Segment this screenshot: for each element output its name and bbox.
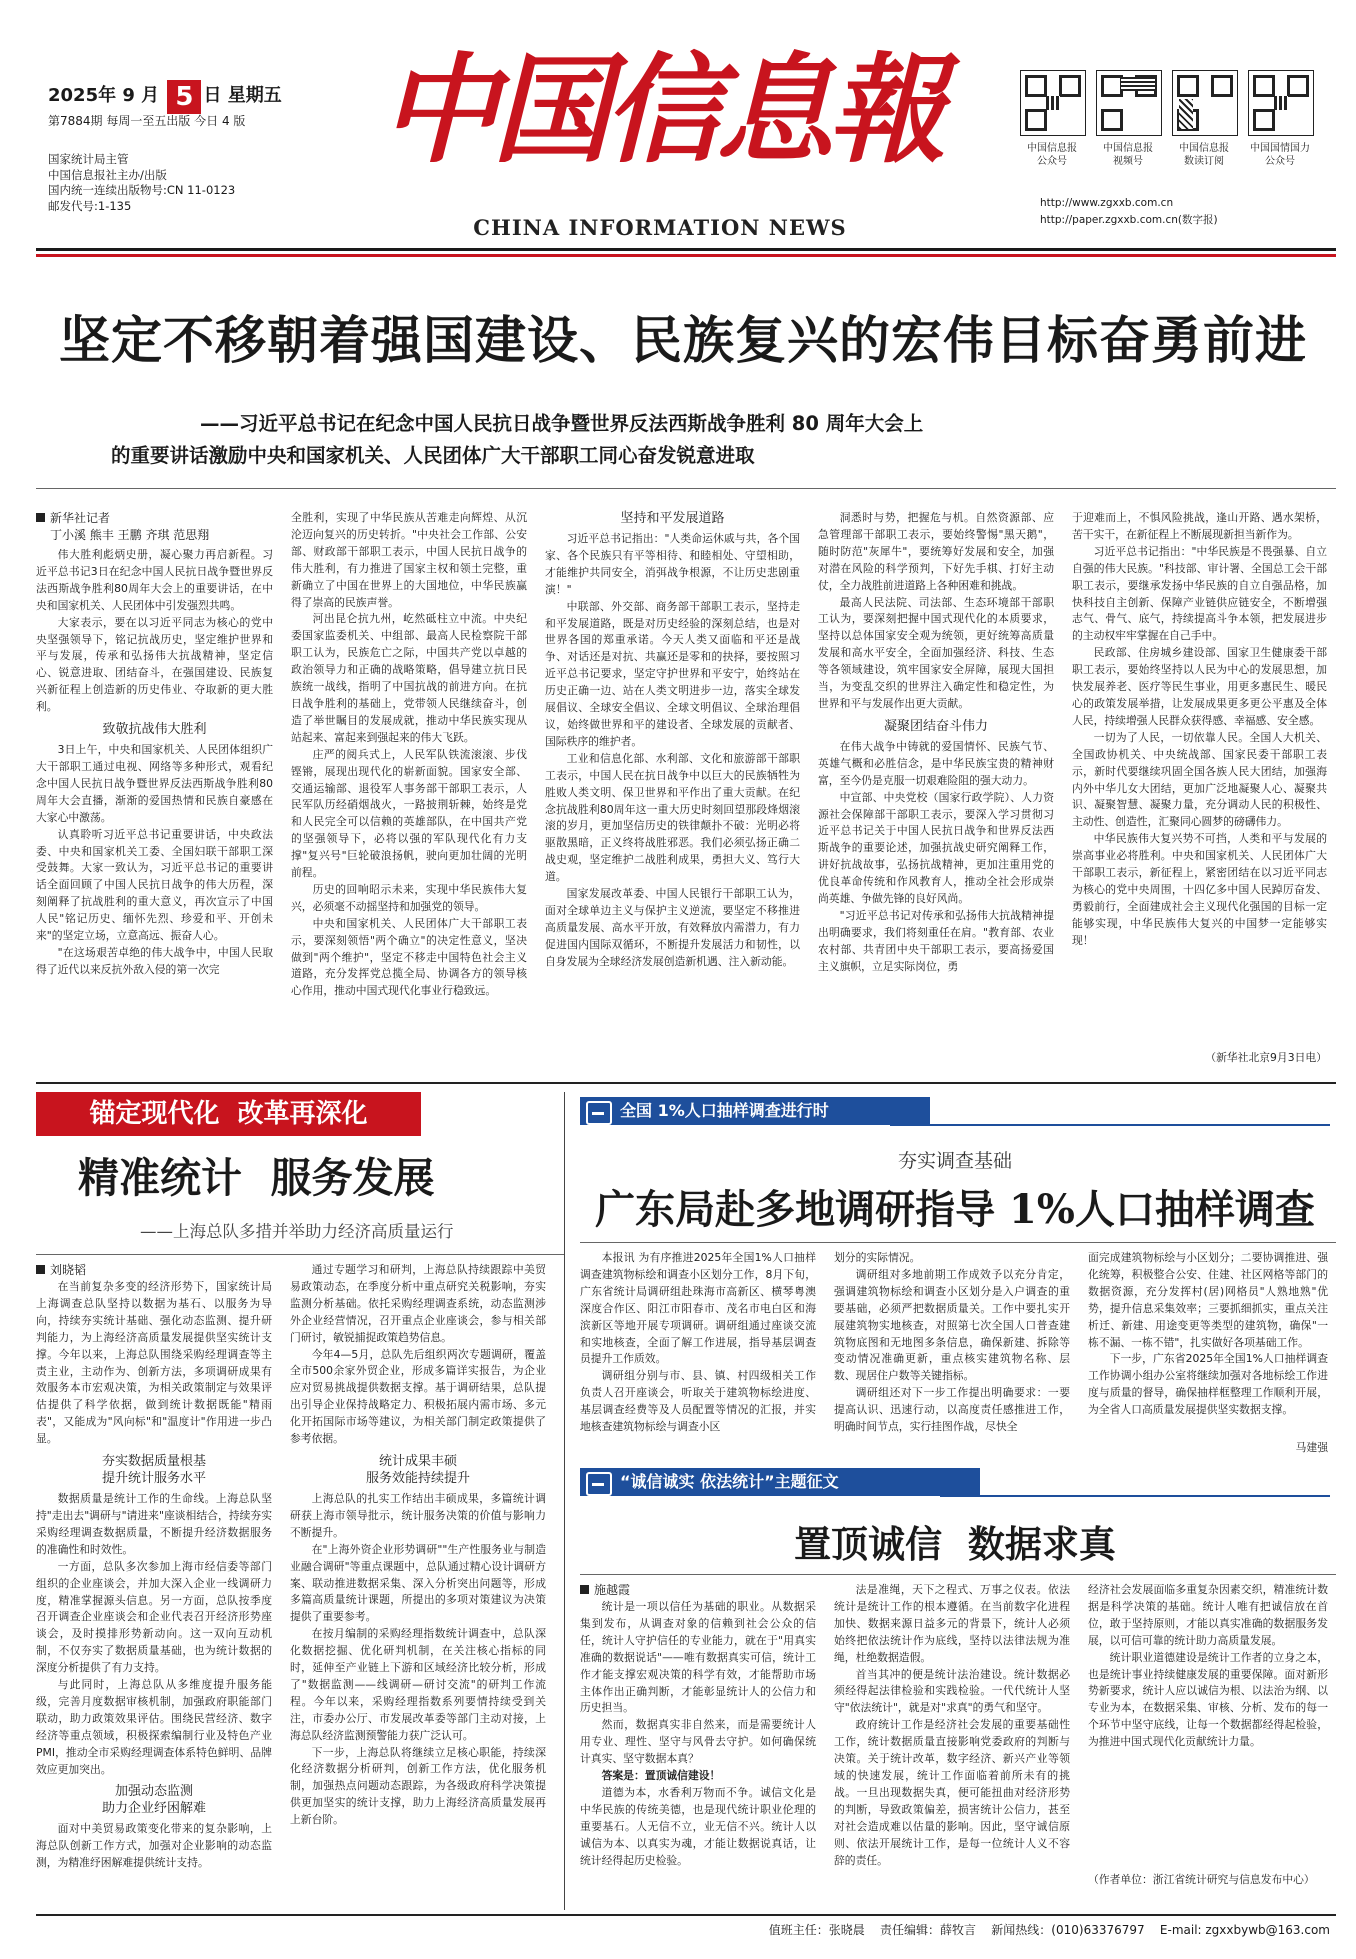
- masthead-rule: [36, 248, 1336, 251]
- left-column-2: [290, 1262, 546, 1907]
- byline-names: 丁小溪 熊丰 王鹏 齐琪 范思翔: [50, 528, 210, 542]
- sponsor-line: 中国信息报社主办/出版: [48, 167, 167, 182]
- article-body: 伟大胜利彪炳史册，凝心聚力再启新程。习近平总书记3日在纪念中国人民抗日战争暨世界反法西斯战争胜利80周年大会上的重要讲话，在中央和国家机关、人民团体中引发强烈共鸣。 大家表示，要在以习近平同志为核心的党中央坚强领导下，铭记抗战历史，坚定维护世界和平与发展，传承和弘扬伟大抗战精神，坚定信心、锐意进取、团结奋斗，在强国建设、民族复兴新征程上创造新的历史伟业、夺取新的更大胜利。 致敬抗战伟大胜利 3日上午，中央和国家机关、人民团体组织广大干部职工通过电视、网络等多种形式，观看纪念中国人民抗日战争暨世界反法西斯战争胜利80周年大会直播，渐渐的爱国热情和民族自豪感在大家心中激荡。 认真聆听习近平总书记重要讲话，中央政法委、中央和国家机关工委、全国妇联干部职工深受鼓舞。大家一致认为，习近平总书记的重要讲话全面回顾了中国人民抗日战争的伟大历程，深刻阐释了抗战胜利的重大意义，再次宣示了中国人民"铭记历史、缅怀先烈、珍爱和平、开创未来"的坚定立场，立意高远、振奋人心。 "在这场艰苦卓绝的伟大战争中，中国人民取得了近代以来反抗外敌入侵的第一次完: [36, 548, 273, 976]
- divider: [580, 1574, 1336, 1575]
- essay-column-1: [580, 1582, 816, 1907]
- essay-column-2: [834, 1582, 1070, 1907]
- section-subhead: 统计成果丰硕: [378, 1453, 457, 1469]
- qr-label: 中国国情国力 公众号: [1250, 143, 1310, 167]
- article-body: 坚持和平发展道路 习近平总书记指出："人类命运休戚与共，各个国家、各个民族只有平等相待、和睦相处、守望相助，才能维护共同安全，消弭战争根源，不让历史悲剧重演！" 中联部、外交部、商务部干部职工表示，坚持走和平发展道路，既是对历史经验的深刻总结，也是对世界各国的郑重承诺。今天人类又面临和平还是战争、对话还是对抗、共赢还是零和的抉择，要按照习近平总书记要求，坚定守护世界和平安宁，始终站在历史正确一边、站在人类文明进步一边，落实全球发展倡议、全球安全倡议、全球文明倡议、全球治理倡议，始终做世界和平的建设者、全球发展的贡献者、国际秩序的维护者。 工业和信息化部、水利部、文化和旅游部干部职工表示，中国人民在抗日战争中以巨大的民族牺牲为胜败人类文明、保卫世界和平作出了重大贡献。在纪念抗战胜利80周年这一重大历史时刻回望那段烽烟滚滚的岁月，更加坚信历史的铁律颠扑不破：光明必将驱散黑暗，正义终将战胜邪恶。我们必须弘扬正确二战史观，坚定维护二战胜利成果，勇担大义、笃行大道。 国家发展改革委、中国人民银行干部职工认为，面对全球单边主义与保护主义逆流，要坚定不移推进高质量发展、高水平开放，有效释放内需潜力，有力促进国内国际双循环，不断提升发展活力和韧性，以自身发展为全球经济发展创造新机遇、注入新动能。: [545, 511, 800, 968]
- newspaper-english-name: CHINA INFORMATION NEWS: [473, 215, 847, 240]
- article-body: 通过专题学习和研判，上海总队持续跟踪中美贸易政策动态，在季度分析中重点研究关税影响，夯实监测分析基础。依托采购经理调查系统，动态监测涉外企业经营情况，召开重点企业座谈会，参与相关部门研讨，敏锐捕捉政策趋势信息。 今年4—5月，总队先后组织两次专题调研，覆盖全市500余家外贸企业，形成多篇详实报告，为企业应对贸易挑战提供数据支撑。基于调研结果，总队提出引导企业保持战略定力、积极拓展内需市场、多元化开拓国际市场等建议，为相关部门制定政策提供了参考依据。 统计成果丰硕 服务效能持续提升 上海总队的扎实工作结出丰硕成果，多篇统计调研获上海市领导批示，统计服务决策的价值与影响力不断提升。 在"上海外资企业形势调研""生产性服务业与制造业融合调研"等重点课题中，总队通过精心设计调研方案、联动推进数据采集、深入分析突出问题等，形成多篇高质量统计课题，所提出的多项对策建议为决策提供了重要参考。 在按月编制的采购经理指数统计调查中，总队深化数据挖掘、优化研判机制，在关注核心指标的同时，延伸至产业链上下游和区域经济比较分析，形成了"数据监测——线调研—研讨交流"的研判工作流程。今年以来，采购经理指数系列要情持续受到关注，市委办公厅、市发展改革委等部门主动对接，上海总队经济监测预警能力获广泛认可。 下一步，上海总队将继续立足核心职能，持续深化经济数据分析研判，创新工作方法，优化服务机制，加强热点问题动态跟踪，为各级政府科学决策提供更加坚实的统计支撑，助力上海经济高质量发展再上新台阶。: [290, 1263, 546, 1827]
- qr-code-icon[interactable]: [1248, 70, 1314, 136]
- article-body: 法是准绳，天下之程式、万事之仪表。依法统计是统计工作的根本遵循。在当前数字化进程加快、数据来源日益多元的背景下，统计人必须始终把依法统计作为底线，坚持以法律法规为准绳，杜绝数据造假。 首当其冲的便是统计法治建设。统计数据必须经得起法律检验和实践检验。一代代统计人坚守"依法统计"，就是对"求真"的勇气和坚守。 政府统计工作是经济社会发展的重要基础性工作，统计数据质量直接影响党委政府的判断与决策。关于统计改革，数字经济、新兴产业等领域的快速发展，统计工作面临着前所未有的挑战。一旦出现数据失真，便可能扭曲对经济形势的判断，导致政策偏差，损害统计公信力，甚至对社会造成难以估量的影响。因此，坚守诚信原则、依法开展统计工作，是每一位统计人义不容辞的责任。: [834, 1583, 1070, 1867]
- banner-line: [890, 1124, 1330, 1126]
- section-subhead: 服务效能持续提升: [365, 1470, 470, 1486]
- divider: [580, 1242, 1336, 1243]
- essay-banner: “诚信诚实 依法统计”主题征文: [580, 1468, 980, 1496]
- footer-rule: [36, 1914, 1336, 1916]
- lead-column-5: [1072, 510, 1327, 1075]
- date-month: 年 9 月: [98, 85, 160, 106]
- article-body: 统计是一项以信任为基础的职业。从数据采集到发布，从调查对象的信赖到社会公众的信任，统计人守护信任的专业能力，就在于"用真实准确的数据说话"——唯有数据真实可信，统计工作才能支撑宏观决策的科学有效，才能帮助市场主体作出正确判断，才能彰显统计人的公信力和历史担当。 然而，数据真实非自然来，而是需要统计人用专业、理性、坚守与风骨去守护。如何确保统计真实、坚守数据本真？ 答案是：置顶诚信建设！ 道德为本，水香利万物而不争。诚信文化是中华民族的传统美德，也是现代统计职业伦理的重要基石。人无信不立，业无信不兴。统计人以诚信为本、以真实为魂，才能让数据说真话，让统计经得起历史检验。: [580, 1600, 816, 1867]
- section-subhead: 凝聚团结奋斗伟力: [883, 718, 988, 734]
- author-name: 马建强: [1295, 1441, 1328, 1454]
- census-kicker: 夯实调查基础: [897, 1150, 1012, 1172]
- sponsor-block: [48, 152, 235, 214]
- census-banner: 全国 1%人口抽样调查进行时: [580, 1097, 930, 1125]
- lead-column-2: [291, 510, 527, 1075]
- section-subhead: 坚持和平发展道路: [620, 511, 725, 526]
- newspaper-logo: 中国信息報: [380, 40, 941, 179]
- lead-subheadline: ——习近平总书记在纪念中国人民抗日战争暨世界反法西斯战争胜利 80 周年大会上: [200, 412, 924, 435]
- article-body: 面完成建筑物标绘与小区划分；二要协调推进、强化统筹，积极整合公安、住建、社区网格等部门的数据资源，充分发挥村(居)网格员"人熟地熟"优势，提升信息采集效率；三要抓细抓实，重点关注析迁、新建、用途变更等类型的建筑物，确保"一栋不漏、一栋不错"，扎实做好各项基础工作。 下一步，广东省2025年全国1%人口抽样调查工作协调小组办公室将继续加强对各地标绘工作进度与质量的督导，确保抽样框整理工作顺利开展，为全省人口高质量发展提供坚实数据支撑。: [1088, 1251, 1328, 1417]
- qr-code-icon[interactable]: [1096, 70, 1162, 136]
- left-column-1: [36, 1262, 272, 1907]
- article-body: 于迎难而上，不惧风险挑战，逢山开路、遇水架桥，苦干实干，在新征程上不断展现新担当新作为。 习近平总书记指出："中华民族是不畏强暴、自立自强的伟大民族。"科技部、审计署、全国总工会干部职工表示，要继承发扬中华民族的自立自强品格，加快科技自主创新、保障产业链供应链安全，不断增强志气、骨气、底气，持续提高斗争本领，把发展进步的主动权牢牢掌握在自己手中。 民政部、住房城乡建设部、国家卫生健康委干部职工表示，要始终坚持以人民为中心的发展思想，加快发展养老、医疗等民生事业，用更多惠民生、暖民心的政策发展举措，让发展成果更多更公平惠及全体人民，持续增强人民群众获得感、幸福感、安全感。 一切为了人民，一切依靠人民。全国人大机关、全国政协机关、中央统战部、国家民委干部职工表示，新时代要继续巩固全国各族人民大团结，加强海内外中华儿女大团结，更加广泛地凝聚人心、凝聚共识、凝聚智慧、凝聚力量，充分调动人民的积极性、主动性、创造性，汇聚同心圆梦的磅礴伟力。 中华民族伟大复兴势不可挡，人类和平与发展的崇高事业必将胜利。中央和国家机关、人民团体广大干部职工表示，新征程上，紧密团结在以习近平同志为核心的党中央周围，十四亿多中国人民踔厉奋发、勇毅前行，全面建成社会主义现代化强国的目标一定能够实现，中华民族伟大复兴的中国梦一定能够实现！: [1072, 511, 1327, 947]
- lead-column-3: [545, 510, 800, 1075]
- left-headline: 精准统计 服务发展: [78, 1154, 435, 1202]
- author-affiliation: （作者单位：浙江省统计研究与信息发布中心）: [1088, 1873, 1315, 1886]
- article-body: 在当前复杂多变的经济形势下，国家统计局上海调查总队坚持以数据为基石、以服务为导向，持续夯实统计基础、强化动态监测、提升研判能力，为上海经济高质量发展提供坚实统计支撑。今年以来，上海总队围绕采购经理调查等主责主业，主动作为、创新方法，多项调研成果有效服务本市宏观决策，为相关政策制定与效果评估提供了科学依据，做到统计数据既能"精雨表"，又能成为"风向标"和"温度计"作用进一步凸显。 夯实数据质量根基 提升统计服务水平 数据质量是统计工作的生命线。上海总队坚持"走出去"调研与"请进来"座谈相结合，持续夯实采购经理调查数据质量，不断提升经济数据服务的准确性和时效性。 一方面，总队多次参加上海市经信委等部门组织的企业座谈会，并加大深入企业一线调研力度，精准掌握源头信息。另一方面，总队按季度召开调查企业座谈会和企业代表召开经济形势座谈会，及时摸排形势新动向。这一双向互动机制，不仅夯实了数据质量基础，也为统计数据的深度分析提供了有力支持。 与此同时，上海总队从多维度提升服务能级，完善月度数据审核机制，加强政府职能部门联动，助力政策效果评估。围绕民营经济、数字经济等重点领域，积极探索编制行业及特色产业PMI，推动全市采购经理调查体系特色鲜明、品牌效应更加突出。 加强动态监测 助力企业纾困解难 面对中美贸易政策变化带来的复杂影响，上海总队创新工作方式，加强对企业影响的动态监测，为精准纾困解难提供统计支持。: [36, 1280, 272, 1870]
- left-subheadline: ——上海总队多措并举助力经济高质量运行: [140, 1222, 454, 1241]
- census-column-3: [1088, 1250, 1328, 1455]
- qr-label: 中国信息报 数读订阅: [1179, 143, 1229, 167]
- article-body: 本报讯 为有序推进2025年全国1%人口抽样调查建筑物标绘和调查小区划分工作，8月下旬，广东省统计局调研组赴珠海市高新区、横琴粤澳深度合作区、阳江市阳春市、茂名市电白区和海滨新区等地开展专项调研。调研组通过座谈交流和实地核查，全面了解工作进展，指导基层调查员提升工作质效。 调研组分别与市、县、镇、村四级相关工作负责人召开座谈会，听取关于建筑物标绘进度、基层调查经费等及人员配置等情况的汇报，并实地核查建筑物标绘与调查小区: [580, 1251, 816, 1434]
- article-body: 经济社会发展面临多重复杂因素交织，精准统计数据是科学决策的基础。统计人唯有把诚信放在首位，敢于坚持原则，才能以真实准确的数据服务发展，以可信可靠的统计助力高质量发展。 统计职业道德建设是统计工作者的立身之本，也是统计事业持续健康发展的重要保障。面对新形势新要求，统计人应以诚信为根、以法治为纲、以专业为本，在数据采集、审核、分析、发布的每一个环节中坚守底线，让每一个数据都经得起检验，为推进中国式现代化贡献统计力量。: [1088, 1583, 1328, 1749]
- section-subhead: 致敬抗战伟大胜利: [102, 722, 207, 738]
- lead-headline: 坚定不移朝着强国建设、民族复兴的宏伟目标奋勇前进: [58, 312, 1307, 371]
- dateline: （新华社北京9月3日电）: [1205, 1051, 1327, 1064]
- banner-icon: [586, 1101, 612, 1125]
- column-divider: [564, 1092, 565, 1910]
- census-column-1: [580, 1250, 816, 1455]
- sponsor-line: 国家统计局主管: [48, 152, 129, 166]
- article-body: 洞悉时与势，把握危与机。自然资源部、应急管理部干部职工表示，要始终警惕"黑天鹅"，随时防范"灰犀牛"，要统筹好发展和安全，加强对潜在风险的科学预判，下好先手棋、打好主动仗，全力战胜前进道路上各种困难和挑战。 最高人民法院、司法部、生态环境部干部职工认为，要深刻把握中国式现代化的本质要求，坚持以总体国家安全观为统领，更好统筹高质量发展和高水平安全，全面加强经济、科技、生态等各领域建设，筑牢国家安全屏障，展现大国担当，为变乱交织的世界注入确定性和稳定性，为世界和平与发展作出更大贡献。 凝聚团结奋斗伟力 在伟大战争中铸就的爱国情怀、民族气节、英雄气概和必胜信念，是中华民族宝贵的精神财富，至今仍是克服一切艰难险阻的强大动力。 中宣部、中央党校（国家行政学院）、人力资源社会保障部干部职工表示，要深入学习贯彻习近平总书记关于中国人民抗日战争和世界反法西斯战争的重要论述，加强抗战史研究阐释工作，讲好抗战故事，弘扬抗战精神，更加注重用党的优良革命传统和作风教育人，推动全社会形成崇尚英雄、争做先锋的良好风尚。 "习近平总书记对传承和弘扬伟大抗战精神提出明确要求，我们将刻重任在肩。"教育部、农业农村部、共青团中央干部职工表示，要高扬爱国主义旗帜，立足实际岗位，勇: [818, 511, 1054, 973]
- byline: 刘晓韬: [36, 1262, 272, 1279]
- qr-label: 中国信息报 视频号: [1103, 143, 1153, 167]
- date-year: 2025: [48, 85, 99, 106]
- banner-icon: [586, 1472, 612, 1496]
- digital-paper-link[interactable]: http://paper.zgxxb.com.cn(数字报): [1040, 214, 1218, 226]
- byline: 新华社记者: [36, 510, 273, 527]
- lead-column-4: [818, 510, 1054, 1075]
- section-subhead: 助力企业纾困解难: [101, 1801, 206, 1817]
- byline: 施越霞: [580, 1582, 816, 1599]
- lead-subheadline: 的重要讲话激励中央和国家机关、人民团体广大干部职工同心奋发锐意进取: [111, 444, 755, 467]
- footer-credits: 值班主任：张晓晨 责任编辑：薛牧言 新闻热线：(010)63376797 E-mail: zgxxbywb@163.com: [768, 1923, 1330, 1937]
- section-subhead: 加强动态监测: [114, 1784, 193, 1800]
- qr-code-icon[interactable]: [1020, 70, 1086, 136]
- lead-column-1: [36, 510, 273, 1075]
- article-body: 全胜利，实现了中华民族从苦难走向辉煌、从沉沦迈向复兴的历史转折。"中央社会工作部、公安部、财政部干部职工表示，中国人民抗日战争的伟大胜利，有力推进了国家主权和领土完整，重新确立了中国在世界上的大国地位，中华民族赢得了崇高的民族声誉。 河出昆仑抗九州，屹然砥柱立中流。中央纪委国家监委机关、中组部、最高人民检察院干部职工认为，民族危亡之际，中国共产党以卓越的政治领导力和正确的战略策略，倡导建立抗日民族统一战线，指明了中国抗战的前进方向。在抗日战争胜利的基础上，党带领人民继续奋斗，创造了举世瞩目的发展成就，推动中华民族实现从站起来、富起来到强起来的伟大飞跃。 庄严的阅兵式上，人民军队铁流滚滚、步伐铿锵，展现出现代化的崭新面貌。国家安全部、交通运输部、退役军人事务部干部职工表示，人民军队历经硝烟战火，一路披荆斩棘，始终是党和人民完全可以信赖的英雄部队，在中国共产党的坚强领导下，必将以强的军队现代化有力支撑"复兴号"巨轮破浪扬帆，驶向更加壮阔的光明前程。 历史的回响昭示未来，实现中华民族伟大复兴，必须毫不动摇坚持和加强党的领导。 中央和国家机关、人民团体广大干部职工表示，要深刻领悟"两个确立"的决定性意义，坚决做到"两个维护"，坚定不移走中国特色社会主义道路，充分发挥党总揽全局、协调各方的领导核心作用，推动中国式现代化事业行稳致远。: [291, 511, 527, 998]
- issue-info: 第7884期 每周一至五出版 今日 4 版: [48, 114, 246, 128]
- census-column-2: [834, 1250, 1070, 1455]
- postal-code: 邮发代号:1-135: [48, 198, 132, 213]
- divider: [36, 1254, 564, 1255]
- essay-column-3: [1088, 1582, 1328, 1907]
- banner-line: [940, 1495, 1330, 1497]
- cn-number: 国内统一连续出版物号:CN 11-0123: [48, 183, 236, 197]
- date-weekday: 日 星期五: [203, 85, 282, 106]
- qr-code-icon[interactable]: [1172, 70, 1238, 136]
- section-subhead: 夯实数据质量根基: [101, 1454, 206, 1470]
- masthead-rule-red: [36, 254, 1336, 257]
- section-rule: [36, 1082, 1336, 1084]
- date-day: 5: [167, 80, 201, 114]
- census-headline: 广东局赴多地调研指导 1%人口抽样调查: [595, 1186, 1315, 1233]
- section-tag: 锚定现代化 改革再深化: [36, 1092, 421, 1136]
- qr-label: 中国信息报 公众号: [1027, 143, 1077, 167]
- article-body: 划分的实际情况。 调研组对多地前期工作成效予以充分肯定，强调建筑物标绘和调查小区划分是入户调查的重要基础，必须严把数据质量关。工作中要扎实开展建筑物实地核查，对照第七次全国人口普查建筑物底图和无地图多条信息，确保新建、拆除等变动情况准确更新，重点核实建筑物名称、层数、现居住户数等关键指标。 调研组还对下一步工作提出明确要求：一要提高认识、迅速行动，以高度责任感推进工作，明确时间节点，实行挂图作战，尽快全: [834, 1251, 1070, 1434]
- section-subhead: 提升统计服务水平: [101, 1471, 206, 1487]
- divider: [36, 488, 1336, 489]
- issue-date: [48, 80, 282, 114]
- website-link[interactable]: http://www.zgxxb.com.cn: [1040, 197, 1174, 209]
- essay-headline: 置顶诚信 数据求真: [794, 1522, 1116, 1566]
